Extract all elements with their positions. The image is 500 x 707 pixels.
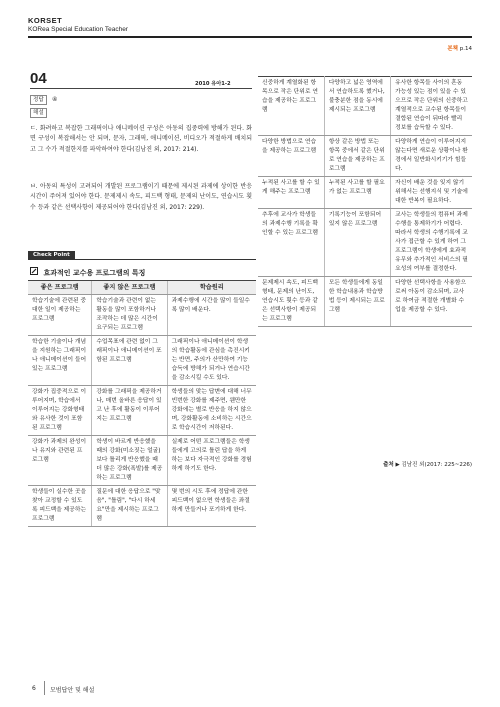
table-row bbox=[258, 209, 472, 277]
comparison-table bbox=[28, 280, 256, 527]
table-cell: 강화가 과제의 완성이나 유지와 관련된 프로그램 bbox=[28, 436, 92, 486]
brand-subtitle: KORea Special Education Teacher bbox=[28, 26, 128, 33]
explanation-paragraph: ㄷ. 화려하고 복잡한 그래픽이나 애니메이션 구성은 아동의 집중력에 방해가 된다. 화면 구성이 복잡해서는 안 되며, 문자, 그래픽, 애니메이션, 비디오가 적절하게 배치되고 그 수가 적절한지를 파악하여야 한다(김남진 외, 2017: 214). bbox=[30, 125, 252, 153]
table-cell: 모든 학생들에게 동일한 학습내용과 학습방법 등이 제시되는 프로그램 bbox=[324, 277, 390, 327]
page-reference-label: 본책 bbox=[447, 46, 458, 52]
footer-title: 모범답안 및 해설 bbox=[50, 687, 95, 694]
table-cell: 다양한 방법으로 연습을 제공하는 프로그램 bbox=[258, 136, 324, 177]
check-point-rule bbox=[28, 259, 256, 260]
column-header: 학습원리 bbox=[167, 281, 256, 295]
table-row bbox=[28, 486, 256, 527]
table-row bbox=[258, 277, 472, 327]
table-row bbox=[28, 386, 256, 436]
table-cell: 기록기능이 포함되어 있지 않은 프로그램 bbox=[324, 209, 390, 277]
table-cell: 그래픽이나 애니메이션이 학생의 학습활동에 관심을 촉진시키는 반면, 주의가 산만하여 기능습득에 방해가 되거나 연습시간을 감소시킬 수도 있다. bbox=[167, 336, 256, 386]
question-source: 2010 유아1-2 bbox=[195, 81, 231, 87]
table-cell: 학습기술과 관련이 없는 활동을 많이 포함하거나 조작하는 데 많은 시간이 요구되는 프로그램 bbox=[92, 295, 167, 336]
question-rule bbox=[30, 88, 252, 89]
table-cell: 학생들의 맞는 답변에 대해 너무 빈번한 강화를 제주면, 웬만한 강화에는 별로 반응을 하지 않으며, 강화활동에 소비하는 시간으로 학습시간이 저하된다. bbox=[167, 386, 256, 436]
table-cell: 과제수행에 시간을 많이 들일수록 많이 배운다. bbox=[167, 295, 256, 336]
table-cell: 학습한 기술이나 개념을 지원하는 그래픽이나 애니메이션이 들어 있는 프로그램 bbox=[28, 336, 92, 386]
section-title-text: 효과적인 교수용 프로그램의 특징 bbox=[43, 269, 146, 277]
check-point-label: Check Point bbox=[28, 251, 75, 259]
table-cell: 유사한 항목들 사이의 혼동 가능성 있는 점이 있을 수 있으므로 작은 단위의 신중하고 계열적으로 교수된 항목들이 결합된 연습이 뒤따라 빨리 정보를 습득할 수 있다. bbox=[391, 77, 472, 136]
table-row bbox=[28, 336, 256, 386]
table-cell: 강화를 그래픽을 제공하거나, 매번 올바른 응답이 있고 난 후에 활동이 이루어지는 프로그램 bbox=[92, 386, 167, 436]
section-title bbox=[30, 267, 145, 278]
table-cell: 강화가 집중적으로 이루어지며, 학습에서 이루어지는 강화형태와 유사한 것이 포함된 프로그램 bbox=[28, 386, 92, 436]
table-cell: 학생이 바르게 반응했을 때의 강화(미소짓는 얼굴)보다 틀리게 반응했을 때 더 많은 강화(폭발)를 제공하는 프로그램 bbox=[92, 436, 167, 486]
table-cell: 몇 번의 시도 후에 정답에 관한 피드백이 없으면 학생들은 좌절하게 만들거나 포기하게 한다. bbox=[167, 486, 256, 527]
table-row bbox=[28, 436, 256, 486]
source-label: 출처 bbox=[383, 462, 394, 468]
table-row bbox=[258, 136, 472, 177]
table-cell: 다양한 선택사항을 사용함으로써 아동이 감소되며, 교사로 하여금 적절한 개별화 수업을 제공할 수 있다. bbox=[391, 277, 472, 327]
table-cell: 실제로 어떤 프로그램들은 학생들에게 고의로 틀린 답을 하게 하는 보다 자극적인 강화를 경험하게 하기도 한다. bbox=[167, 436, 256, 486]
explanation-tag: 해설 bbox=[30, 108, 47, 118]
source-note bbox=[383, 460, 472, 468]
page-reference bbox=[447, 44, 472, 52]
footer-divider bbox=[44, 681, 45, 695]
table-cell: 교사는 학생들의 컴퓨터 과제수행을 통제하기가 어렵다. 따라서 학생의 수행기록에 교사가 접근할 수 있게 하여 그 프로그램이 학생에게 효과적 유무와 추가적인 서비스의 필요성의 여부를 결정한다. bbox=[391, 209, 472, 277]
table-cell: 누적된 사고를 할 필요가 없는 프로그램 bbox=[324, 177, 390, 209]
table-cell: 추후에 교사가 학생들의 과제수행 기록을 확인할 수 있는 프로그램 bbox=[258, 209, 324, 277]
answer-value: ④ bbox=[52, 96, 58, 103]
question-number: 04 bbox=[30, 70, 47, 87]
table-cell: 다양하고 넓은 영역에서 연습하도록 했거나, 불충분한 점을 동시에 제시되는 프로그램 bbox=[324, 77, 390, 136]
pencil-icon bbox=[30, 267, 38, 277]
brand-title: KORSET bbox=[28, 16, 63, 25]
table-cell: 다양하게 연습이 이루어지지 않는다면 새로운 상황이나 환경에서 일반화시키기가 힘들다. bbox=[391, 136, 472, 177]
table-cell: 자신이 배운 것을 잊지 않기 위해서는 선행지식 및 기술에 대한 반복이 필요하다. bbox=[391, 177, 472, 209]
comparison-table-continued bbox=[258, 76, 472, 327]
table-cell: 질문에 대한 응답으로 "맞음", "틀림", "다시 하세요"만을 제시하는 프로그램 bbox=[92, 486, 167, 527]
table-cell: 학생들이 실수한 곳을 찾아 교정할 수 있도록 피드백을 제공하는 프로그램 bbox=[28, 486, 92, 527]
answer-tag: 정답 bbox=[30, 95, 47, 105]
source-text: ▶ 김남진 외(2017: 225~226) bbox=[395, 462, 472, 468]
table-row bbox=[258, 77, 472, 136]
table-cell: 문제제시 속도, 피드백 형태, 문제의 난이도, 연습시도 횟수 등과 같은 선택사항이 제공되는 프로그램 bbox=[258, 277, 324, 327]
table-cell: 신중하게 계열화된 항목으로 작은 단위로 연습을 제공하는 프로그램 bbox=[258, 77, 324, 136]
table-cell: 누적된 사고를 할 수 있게 해주는 프로그램 bbox=[258, 177, 324, 209]
table-row bbox=[28, 295, 256, 336]
column-header: 좋지 않은 프로그램 bbox=[92, 281, 167, 295]
table-cell: 항상 같은 방법 또는 항목 중에서 같은 단위로 연습을 제공하는 프로그램 bbox=[324, 136, 390, 177]
page-reference-value: p.14 bbox=[459, 46, 472, 52]
column-header: 좋은 프로그램 bbox=[28, 281, 92, 295]
page-number: 6 bbox=[32, 685, 36, 692]
header-rule bbox=[28, 36, 472, 38]
table-header-row bbox=[28, 281, 256, 295]
explanation-paragraph: ㅂ. 아동의 특성이 고려되어 개발된 프로그램이기 때문에 제시된 과제에 상이한 반응시간이 주어져 있어야 한다. 문제제시 속도, 피드백 형태, 문제의 난이도, 연습시도 횟수 등과 같은 선택사항이 제공되어야 한다(김남진 외, 2017: 229). bbox=[30, 183, 252, 211]
table-row bbox=[258, 177, 472, 209]
table-cell: 수업목표에 관련 없이 그래픽이나 애니메이션이 포함된 프로그램 bbox=[92, 336, 167, 386]
table-cell: 학습기술에 관련된 중대한 일이 제공하는 프로그램 bbox=[28, 295, 92, 336]
